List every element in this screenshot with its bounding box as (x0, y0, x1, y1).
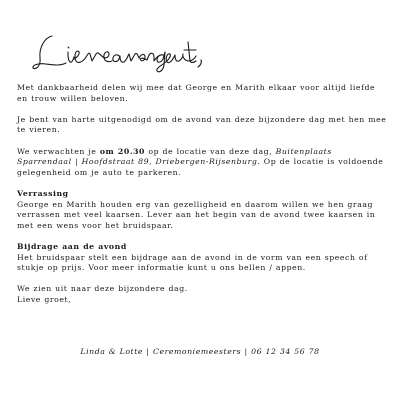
greeting-script (30, 30, 210, 76)
location-prefix: We verwachten je (17, 146, 100, 156)
surprise-text: George en Marith houden erg van gezelligheid en daarom willen we hen graag verrassen met veel kaarsen. Lever aan het begin van de avond twee kaarsen in met een wens voor het bruidspaar. (17, 199, 376, 230)
closing-line-2: Lieve groet, (17, 294, 72, 304)
contribution-section (17, 242, 389, 274)
intro-paragraph: Met dankbaarheid delen wij mee dat George en Marith elkaar voor altijd liefde en trouw willen beloven. (17, 83, 376, 103)
location-time: om 20.30 (99, 146, 145, 156)
location-venue: Buitenplaats Sparrendaal | Hoofdstraat 89, Driebergen-Rijsenburg (17, 146, 332, 167)
contribution-heading: Bijdrage aan de avond (17, 241, 127, 251)
surprise-heading: Verrassing (17, 188, 69, 198)
contribution-text: Het bruidspaar stelt een bijdrage aan de avond in de vorm van een speech of stukje op prijs. Voor meer informatie kunt u ons bellen / appen. (17, 252, 368, 273)
closing-section (17, 284, 389, 305)
footer-contact: Linda & Lotte | Ceremoniemeesters | 06 12 34 56 78 (80, 347, 320, 356)
closing-line-1: We zien uit naar deze bijzondere dag. (17, 284, 188, 294)
surprise-section (17, 189, 389, 231)
body-text (17, 83, 389, 316)
location-middle: op de locatie van deze dag, (144, 146, 273, 156)
invite-paragraph: Je bent van harte uitgenodigd om de avond van deze bijzondere dag met hen mee te vieren. (17, 114, 387, 135)
location-suffix: . Op de locatie is voldoende gelegenheid om je auto te parkeren. (17, 157, 384, 177)
location-paragraph (17, 147, 389, 179)
